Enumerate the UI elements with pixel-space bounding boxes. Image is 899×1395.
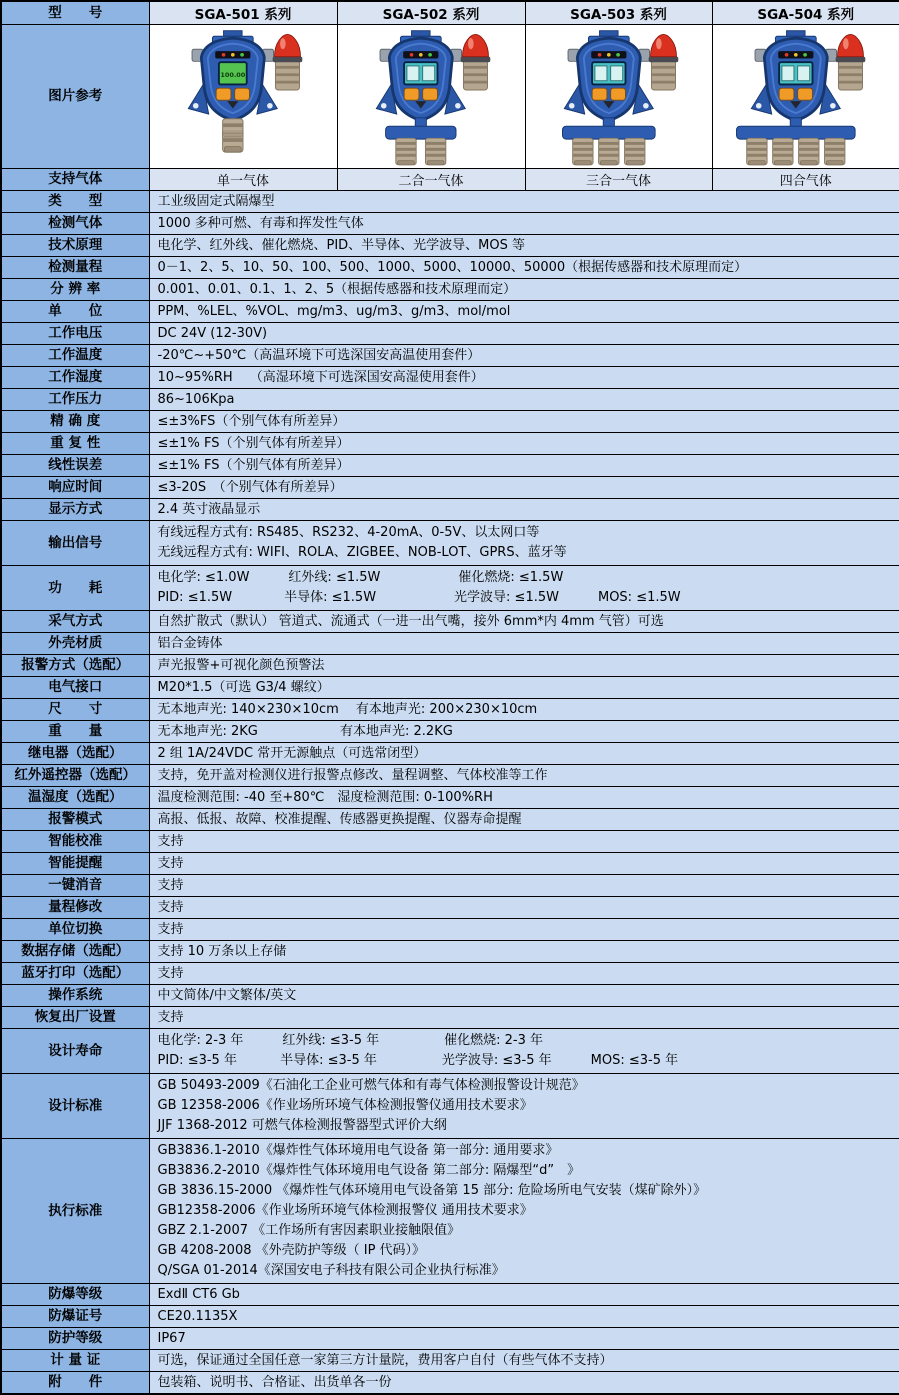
spec-label: 温湿度（选配）: [1, 787, 149, 809]
spec-row: [1, 1328, 899, 1350]
spec-label: 单位切换: [1, 919, 149, 941]
spec-label: 数据存储（选配）: [1, 941, 149, 963]
supported-gas-cell: 单一气体: [149, 169, 337, 191]
spec-value: 温度检测范围: -40 至+80℃ 湿度检测范围: 0-100%RH: [149, 787, 899, 809]
detector-3-sensor-image: [531, 27, 707, 166]
spec-label: 一键消音: [1, 875, 149, 897]
spec-row: [1, 743, 899, 765]
spec-label: 工作压力: [1, 389, 149, 411]
model-header-cell: SGA-503 系列: [525, 1, 712, 25]
spec-label: 报警模式: [1, 809, 149, 831]
spec-row: [1, 433, 899, 455]
spec-label: 电气接口: [1, 677, 149, 699]
spec-label: 防爆证号: [1, 1306, 149, 1328]
spec-label: 重 复 性: [1, 433, 149, 455]
spec-value: 2.4 英寸液晶显示: [149, 499, 899, 521]
supported-gas-cell: 二合一气体: [337, 169, 525, 191]
spec-row: [1, 919, 899, 941]
spec-value: 可选，保证通过全国任意一家第三方计量院，费用客户自付（有些气体不支持）: [149, 1350, 899, 1372]
spec-label: 外壳材质: [1, 633, 149, 655]
spec-row: [1, 323, 899, 345]
spec-row: [1, 721, 899, 743]
spec-label: 检测量程: [1, 257, 149, 279]
spec-label: 智能提醒: [1, 853, 149, 875]
spec-value: 无本地声光: 140×230×10cm 有本地声光: 200×230×10cm: [149, 699, 899, 721]
spec-row: [1, 1074, 899, 1139]
spec-label: 防护等级: [1, 1328, 149, 1350]
spec-row: [1, 566, 899, 611]
spec-value: ≤±1% FS（个别气体有所差异）: [149, 433, 899, 455]
spec-value: ≤±3%FS（个别气体有所差异）: [149, 411, 899, 433]
spec-label: 蓝牙打印（选配）: [1, 963, 149, 985]
spec-row: [1, 279, 899, 301]
spec-row: [1, 853, 899, 875]
spec-value: 0.001、0.01、0.1、1、2、5（根据传感器和技术原理而定）: [149, 279, 899, 301]
spec-value: 支持: [149, 1007, 899, 1029]
spec-label: 附 件: [1, 1372, 149, 1395]
spec-row: [1, 655, 899, 677]
spec-row: [1, 1007, 899, 1029]
row-label-images: 图片参考: [1, 25, 149, 169]
spec-label: 工作湿度: [1, 367, 149, 389]
spec-row: [1, 235, 899, 257]
spec-value: IP67: [149, 1328, 899, 1350]
spec-label: 功 耗: [1, 566, 149, 611]
spec-row: [1, 787, 899, 809]
detector-2-sensor-image: [343, 27, 519, 166]
spec-value: 包装箱、说明书、合格证、出货单各一份: [149, 1372, 899, 1395]
spec-value: 支持: [149, 897, 899, 919]
spec-value: 支持: [149, 853, 899, 875]
spec-row: [1, 963, 899, 985]
spec-row: [1, 345, 899, 367]
spec-label: 分 辨 率: [1, 279, 149, 301]
spec-row: [1, 213, 899, 235]
spec-label: 检测气体: [1, 213, 149, 235]
spec-value: 支持 10 万条以上存储: [149, 941, 899, 963]
spec-value: 电化学: 2-3 年 红外线: ≤3-5 年 催化燃烧: 2-3 年 PID: ≤3-5 年 半导体: ≤3-5 年 光学波导: ≤3-5 年 MOS: ≤3-5 年: [149, 1029, 899, 1074]
spec-label: 精 确 度: [1, 411, 149, 433]
spec-row: [1, 897, 899, 919]
detector-1-sensor-image: [155, 27, 331, 166]
spec-label: 量程修改: [1, 897, 149, 919]
spec-label: 设计寿命: [1, 1029, 149, 1074]
spec-label: 单 位: [1, 301, 149, 323]
spec-value: 支持，免开盖对检测仪进行报警点修改、量程调整、气体校准等工作: [149, 765, 899, 787]
spec-value: GB3836.1-2010《爆炸性气体环境用电气设备 第一部分: 通用要求》 GB3836.2-2010《爆炸性气体环境用电气设备 第二部分: 隔爆型“d” 》 GB 3836.15-2000 《爆炸性气体环境用电气设备第 15 部分: 危险场所电气安装（煤矿除外）》 GB12358-2006《作业场所环境气体检测报警仪 通用技术要求》 GBZ 2.1-2007 《工作场所有害因素职业接触限值》 GB 4208-2008 《外壳防护等级（ IP 代码）》 Q/SGA 01-2014《深国安电子科技有限公司企业执行标准》: [149, 1139, 899, 1284]
row-label-supported-gas: 支持气体: [1, 169, 149, 191]
spec-label: 设计标准: [1, 1074, 149, 1139]
spec-value: 电化学、红外线、催化燃烧、PID、半导体、光学波导、MOS 等: [149, 235, 899, 257]
spec-label: 智能校准: [1, 831, 149, 853]
model-header-cell: SGA-502 系列: [337, 1, 525, 25]
spec-value: 有线远程方式有: RS485、RS232、4-20mA、0-5V、以太网口等 无线远程方式有: WIFI、ROLA、ZIGBEE、NOB-LOT、GPRS、蓝牙等: [149, 521, 899, 566]
spec-value: -20℃~+50℃（高温环境下可选深国安高温使用套件）: [149, 345, 899, 367]
spec-label: 执行标准: [1, 1139, 149, 1284]
spec-row: [1, 411, 899, 433]
spec-value: 中文简体/中文繁体/英文: [149, 985, 899, 1007]
spec-row: [1, 477, 899, 499]
spec-value: 0－1、2、5、10、50、100、500、1000、5000、10000、50000（根据传感器和技术原理而定）: [149, 257, 899, 279]
spec-label: 采气方式: [1, 611, 149, 633]
spec-value: 支持: [149, 919, 899, 941]
spec-label: 显示方式: [1, 499, 149, 521]
row-label-model: 型 号: [1, 1, 149, 25]
spec-value: ≤3-20S （个别气体有所差异）: [149, 477, 899, 499]
spec-row: [1, 985, 899, 1007]
spec-row: [1, 1284, 899, 1306]
spec-value: 86~106Kpa: [149, 389, 899, 411]
spec-row: [1, 389, 899, 411]
spec-value: CE20.1135X: [149, 1306, 899, 1328]
spec-row: [1, 941, 899, 963]
spec-value: 工业级固定式隔爆型: [149, 191, 899, 213]
spec-value: 支持: [149, 963, 899, 985]
supported-gas-row: [1, 169, 899, 191]
spec-value: 高报、低报、故障、校准提醒、传感器更换提醒、仪器寿命提醒: [149, 809, 899, 831]
spec-value: 无本地声光: 2KG 有本地声光: 2.2KG: [149, 721, 899, 743]
spec-label: 红外遥控器（选配）: [1, 765, 149, 787]
spec-value: GB 50493-2009《石油化工企业可燃气体和有毒气体检测报警设计规范》 GB 12358-2006《作业场所环境气体检测报警仪通用技术要求》 JJF 1368-2012 可燃气体检测报警器型式评价大纲: [149, 1074, 899, 1139]
spec-row: [1, 191, 899, 213]
model-header-cell: SGA-504 系列: [712, 1, 899, 25]
spec-value: PPM、%LEL、%VOL、mg/m3、ug/m3、g/m3、mol/mol: [149, 301, 899, 323]
spec-row: [1, 1306, 899, 1328]
spec-label: 类 型: [1, 191, 149, 213]
supported-gas-cell: 三合一气体: [525, 169, 712, 191]
spec-row: [1, 611, 899, 633]
spec-row: [1, 809, 899, 831]
spec-value: ≤±1% FS（个别气体有所差异）: [149, 455, 899, 477]
model-header-row: [1, 1, 899, 25]
spec-value: DC 24V (12-30V): [149, 323, 899, 345]
spec-row: [1, 257, 899, 279]
spec-row: [1, 1139, 899, 1284]
spec-value: 1000 多种可燃、有毒和挥发性气体: [149, 213, 899, 235]
spec-value: 10~95%RH （高湿环境下可选深国安高湿使用套件）: [149, 367, 899, 389]
spec-label: 尺 寸: [1, 699, 149, 721]
spec-label: 工作电压: [1, 323, 149, 345]
spec-row: [1, 831, 899, 853]
spec-label: 操作系统: [1, 985, 149, 1007]
spec-row: [1, 677, 899, 699]
spec-label: 计 量 证: [1, 1350, 149, 1372]
spec-value: 电化学: ≤1.0W 红外线: ≤1.5W 催化燃烧: ≤1.5W PID: ≤1.5W 半导体: ≤1.5W 光学波导: ≤1.5W MOS: ≤1.5W: [149, 566, 899, 611]
svg-text:100.00: 100.00: [220, 71, 246, 80]
spec-label: 技术原理: [1, 235, 149, 257]
spec-row: [1, 301, 899, 323]
spec-row: [1, 1350, 899, 1372]
spec-label: 工作温度: [1, 345, 149, 367]
spec-label: 线性误差: [1, 455, 149, 477]
spec-label: 响应时间: [1, 477, 149, 499]
spec-row: [1, 699, 899, 721]
detector-4-sensor-image: [718, 27, 894, 166]
spec-row: [1, 875, 899, 897]
model-header-cell: SGA-501 系列: [149, 1, 337, 25]
image-row: [1, 25, 899, 169]
spec-label: 报警方式（选配）: [1, 655, 149, 677]
spec-row: [1, 367, 899, 389]
spec-value: 支持: [149, 831, 899, 853]
spec-row: [1, 633, 899, 655]
spec-value: 自然扩散式（默认） 管道式、流通式（一进一出气嘴，接外 6mm*内 4mm 气管）可选: [149, 611, 899, 633]
spec-value: 支持: [149, 875, 899, 897]
spec-row: [1, 765, 899, 787]
spec-row: [1, 455, 899, 477]
spec-label: 恢复出厂设置: [1, 1007, 149, 1029]
spec-value: 声光报警+可视化颜色预警法: [149, 655, 899, 677]
spec-row: [1, 521, 899, 566]
spec-value: 2 组 1A/24VDC 常开无源触点（可选常闭型）: [149, 743, 899, 765]
spec-value: ExdⅡ CT6 Gb: [149, 1284, 899, 1306]
spec-label: 输出信号: [1, 521, 149, 566]
spec-label: 重 量: [1, 721, 149, 743]
spec-row: [1, 499, 899, 521]
spec-label: 继电器（选配）: [1, 743, 149, 765]
spec-row: [1, 1029, 899, 1074]
spec-value: M20*1.5（可选 G3/4 螺纹）: [149, 677, 899, 699]
spec-row: [1, 1372, 899, 1395]
supported-gas-cell: 四合气体: [712, 169, 899, 191]
spec-value: 铝合金铸体: [149, 633, 899, 655]
spec-label: 防爆等级: [1, 1284, 149, 1306]
